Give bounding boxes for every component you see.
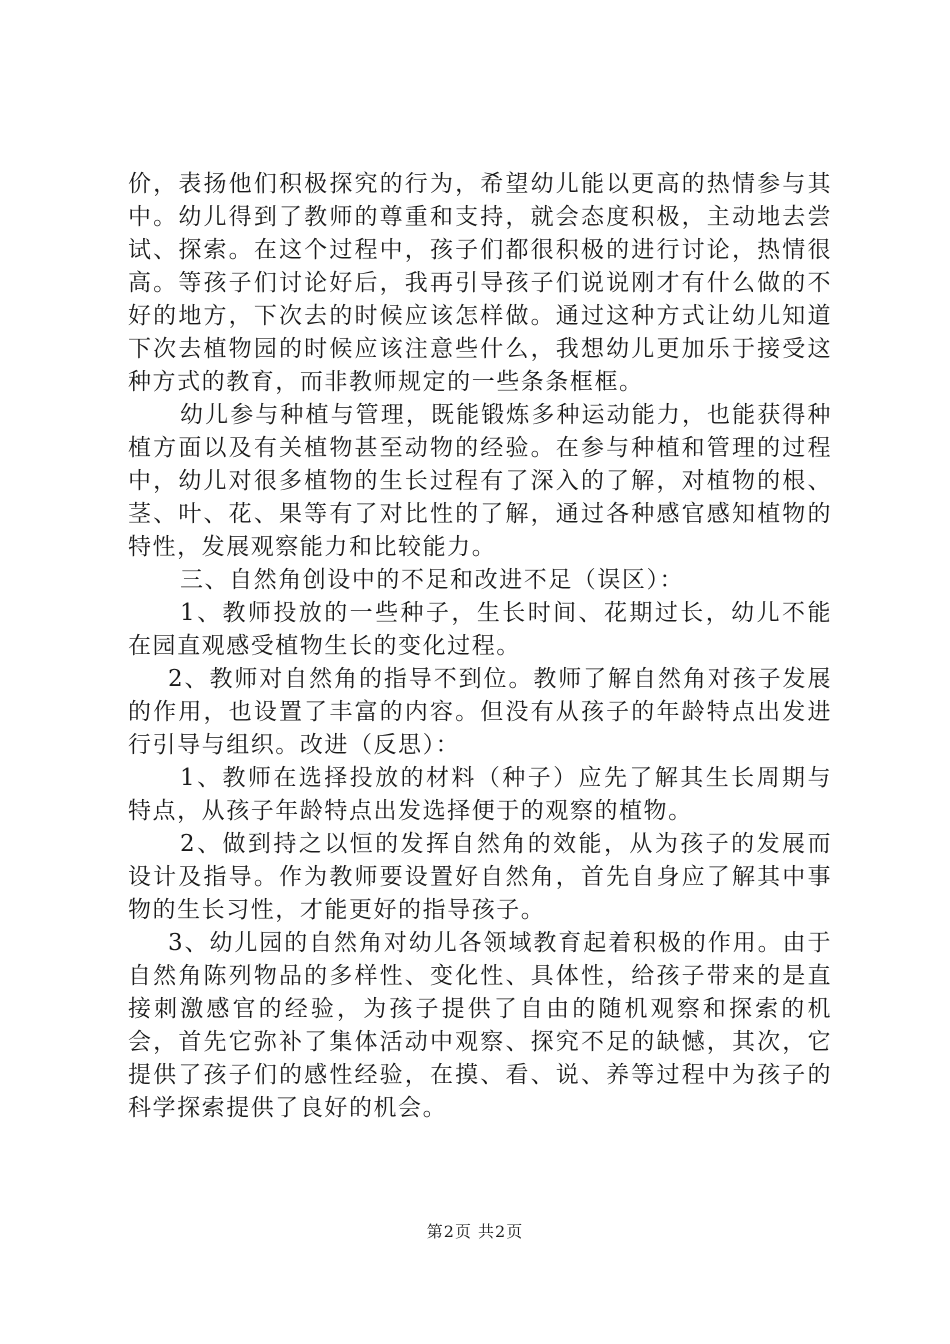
paragraph-item-1-seeds: 1、教师投放的一些种子，生长时间、花期过长，幼儿不能在园直观感受植物生长的变化过程。 xyxy=(128,600,832,659)
section-heading-shortcomings: 三、自然角创设中的不足和改进不足（误区）： xyxy=(180,567,685,593)
paragraph-continued: 价，表扬他们积极探究的行为，希望幼儿能以更高的热情参与其中。幼儿得到了教师的尊重和支持，就会态度积极，主动地去尝试、探索。在这个过程中，孩子们都很积极的进行讨论，热情很高。等孩子们讨论好后，我再引导孩子们说说刚才有什么做的不好的地方，下次去的时候应该怎样做。通过这种方式让幼儿知道下次去植物园的时候应该注意些什么，我想幼儿更加乐于接受这种方式的教育，而非教师规定的一些条条框框。 xyxy=(128,171,832,395)
paragraph-improve-1: 1、教师在选择投放的材料（种子）应先了解其生长周期与特点，从孩子年龄特点出发选择便于的观察的植物。 xyxy=(128,765,832,824)
paragraph-planting: 幼儿参与种植与管理，既能锻炼多种运动能力，也能获得种植方面以及有关植物甚至动物的经验。在参与种植和管理的过程中，幼儿对很多植物的生长过程有了深入的了解，对植物的根、茎、叶、花、果等有了对比性的了解，通过各种感官感知植物的特性，发展观察能力和比较能力。 xyxy=(128,402,832,560)
paragraph-improve-2: 2、做到持之以恒的发挥自然角的效能，从为孩子的发展而设计及指导。作为教师要设置好自然角，首先自身应了解其中事物的生长习性，才能更好的指导孩子。 xyxy=(128,831,832,923)
paragraph-improve-3: 3、幼儿园的自然角对幼儿各领域教育起着积极的作用。由于自然角陈列物品的多样性、变化性、具体性，给孩子带来的是直接刺激感官的经验，为孩子提供了自由的随机观察和探索的机会，首先它弥补了集体活动中观察、探究不足的缺憾，其次，它提供了孩子们的感性经验，在摸、看、说、养等过程中为孩子的科学探索提供了良好的机会。 xyxy=(128,930,832,1121)
document-body xyxy=(128,168,832,1125)
page-number-footer: 第2页 共2页 xyxy=(426,1222,524,1241)
paragraph-item-2-guidance: 2、教师对自然角的指导不到位。教师了解自然角对孩子发展的作用，也设置了丰富的内容。但没有从孩子的年龄特点出发进行引导与组织。改进（反思）： xyxy=(128,666,832,758)
